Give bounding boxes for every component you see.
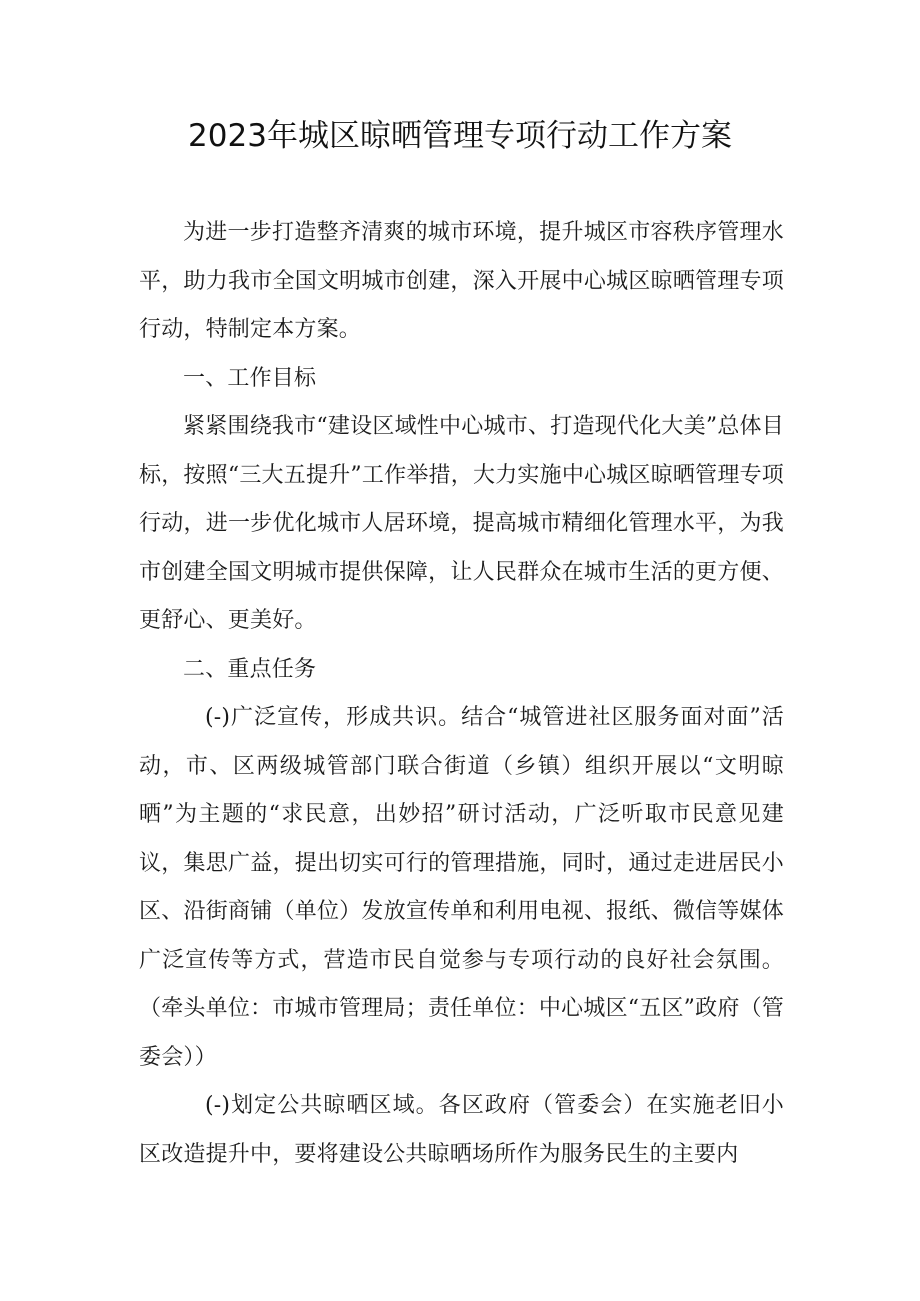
task-drying-area-paragraph: (-)划定公共晾晒区域。各区政府（管委会）在实施老旧小区改造提升中，要将建设公共晾晒场所作为服务民生的主要内 [139,1093,784,1167]
document-body [139,209,784,1179]
task-publicity-paragraph: (-)广泛宣传，形成共识。结合“城管进社区服务面对面”活动，市、区两级城管部门联合街道（乡镇）组织开展以“文明晾晒”为主题的“求民意，出妙招”研讨活动，广泛听取市民意见建议，集思广益，提出切实可行的管理措施，同时，通过走进居民小区、沿街商铺（单位）发放宣传单和利用电视、报纸、微信等媒体广泛宣传等方式，营造市民自觉参与专项行动的良好社会氛围。（牵头单位：市城市管理局；责任单位：中心城区“五区”政府（管委会）） [139,705,784,1070]
section-heading-goals: 一、工作目标 [183,365,317,391]
intro-paragraph: 为进一步打造整齐清爽的城市环境，提升城区市容秩序管理水平，助力我市全国文明城市创建，深入开展中心城区晾晒管理专项行动，特制定本方案。 [139,220,784,342]
section-heading-tasks: 二、重点任务 [183,656,317,682]
document-title: 2023年城区晾晒管理专项行动工作方案 [188,118,732,154]
goals-paragraph: 紧紧围绕我市“建设区域性中心城市、打造现代化大美”总体目标，按照“三大五提升”工作举措，大力实施中心城区晾晒管理专项行动，进一步优化城市人居环境，提高城市精细化管理水平，为我市创建全国文明城市提供保障，让人民群众在城市生活的更方便、更舒心、更美好。 [139,414,784,633]
